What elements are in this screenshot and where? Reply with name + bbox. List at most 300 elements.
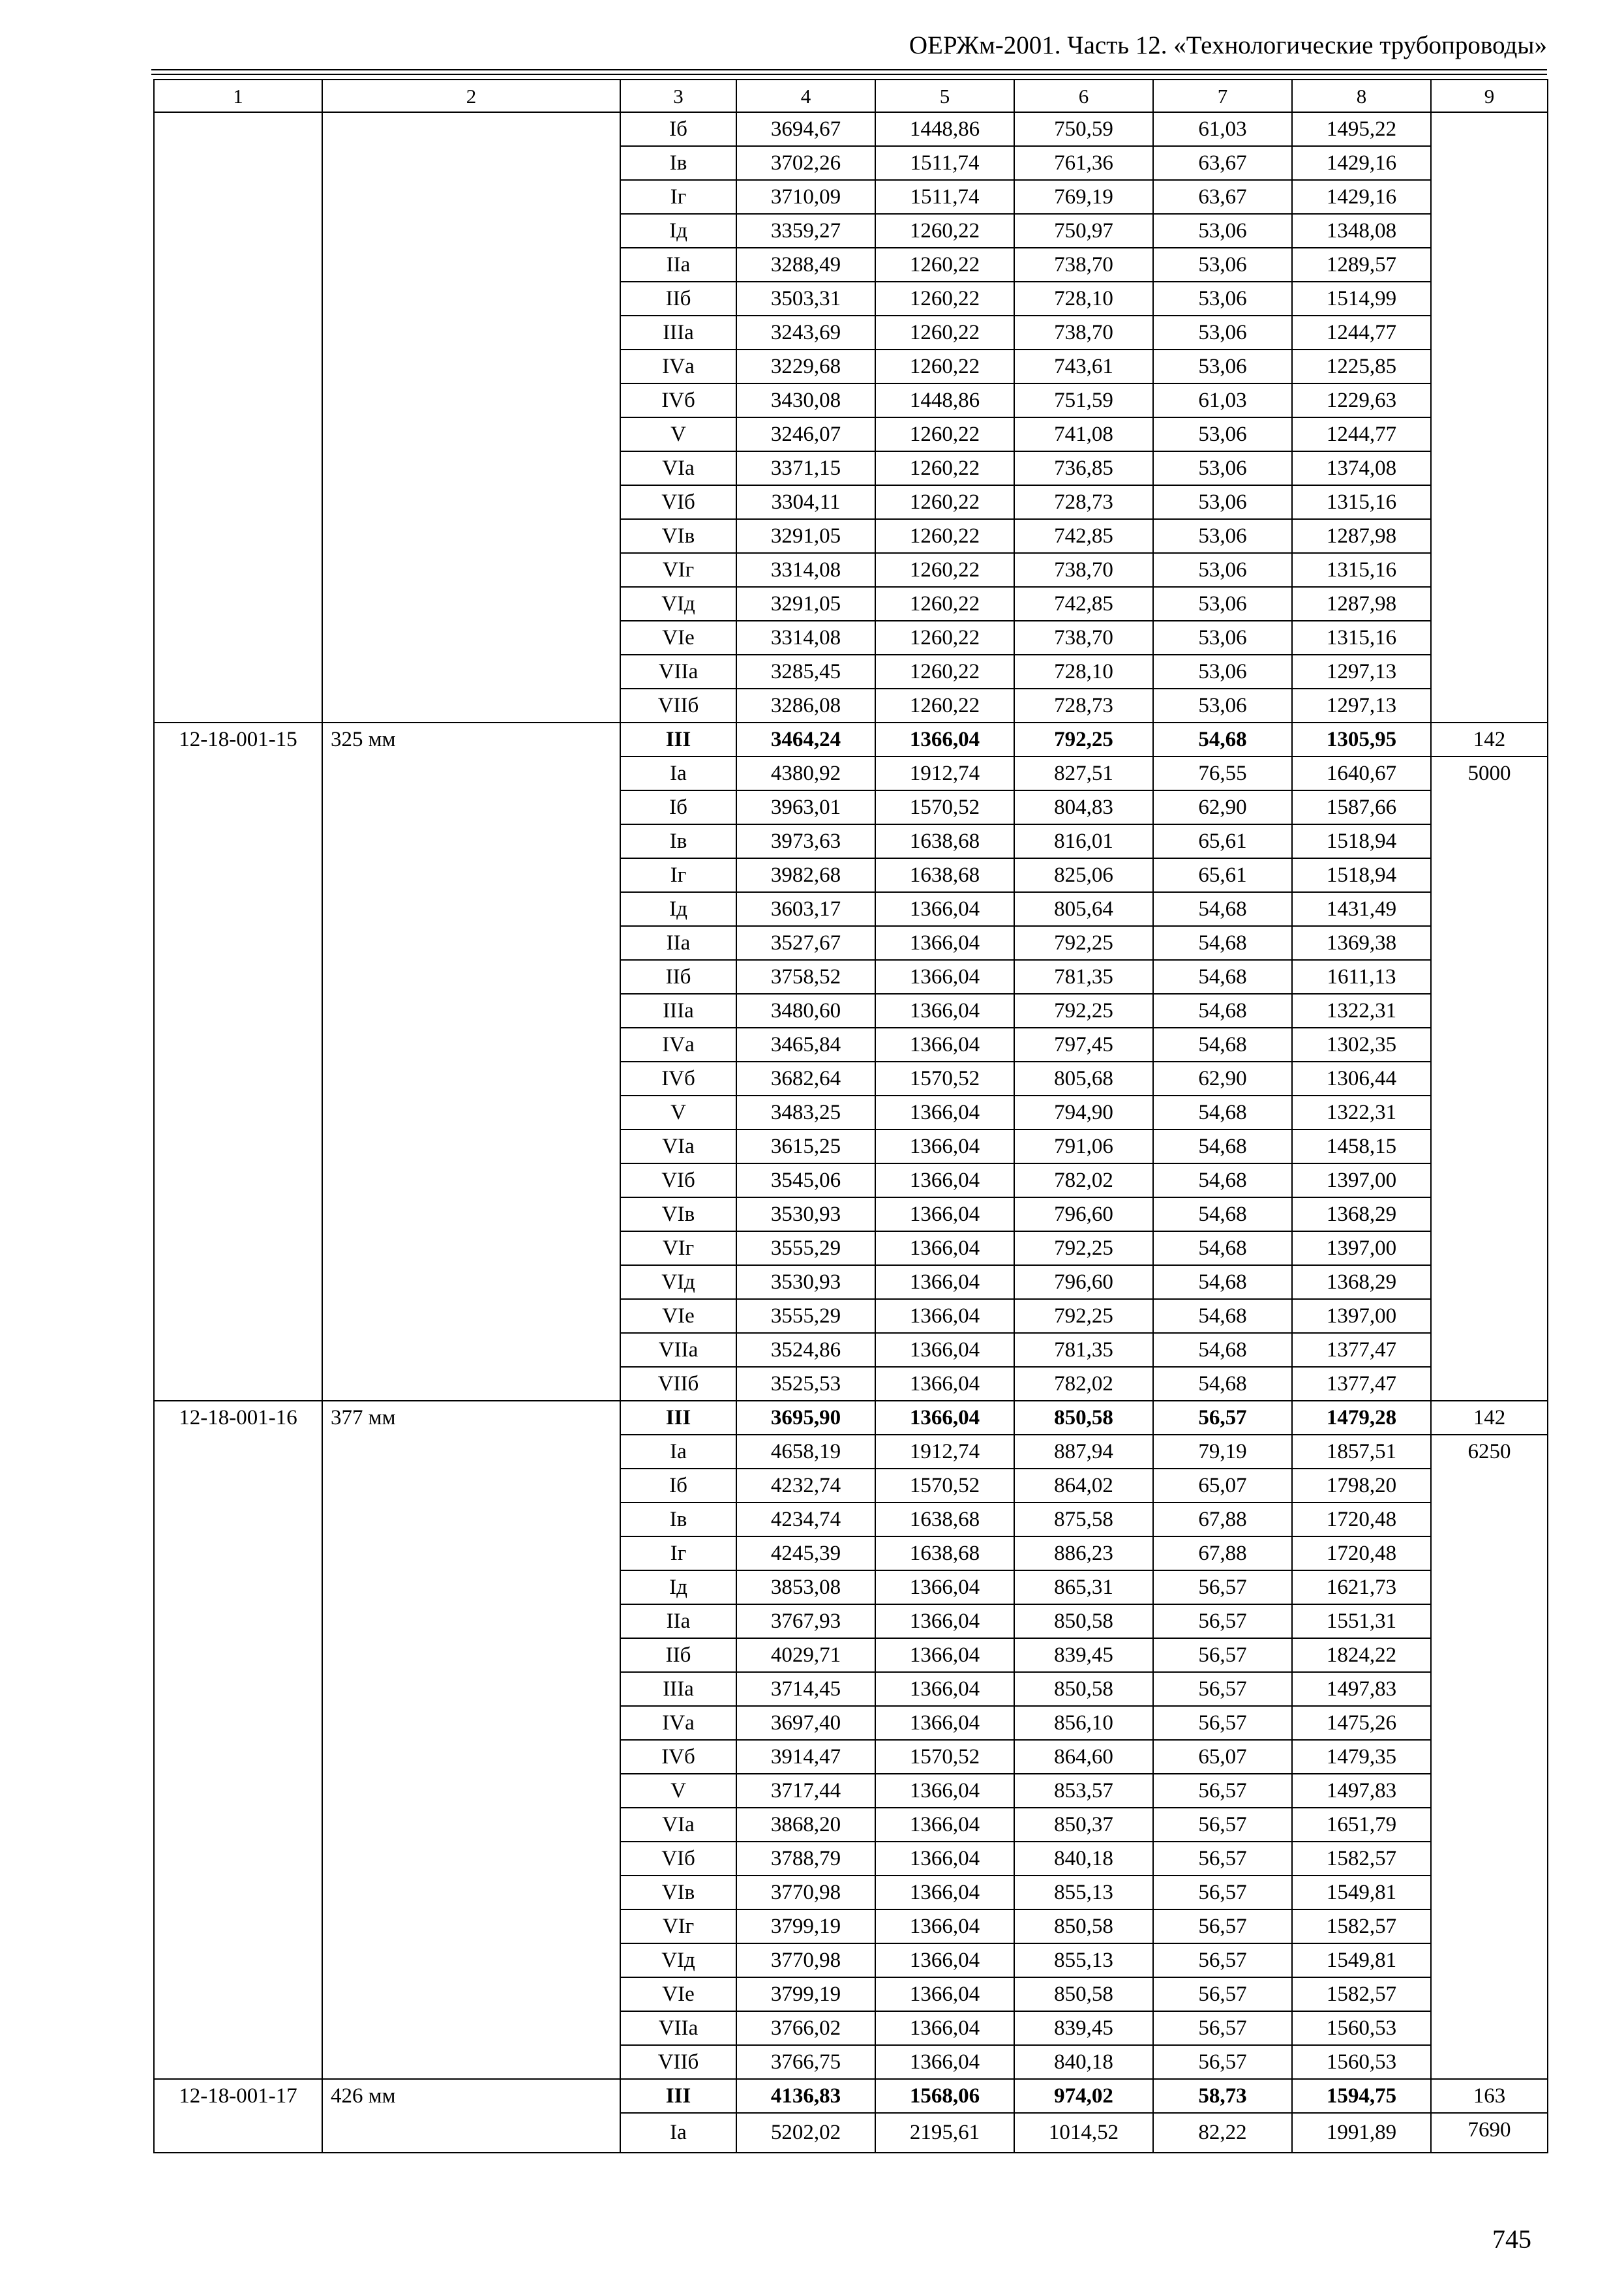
wages-cell: 1366,04 [875, 1231, 1014, 1265]
materials-cell: 1518,94 [1292, 824, 1431, 858]
wages-cell: 1260,22 [875, 519, 1014, 553]
machinist-wages-cell: 54,68 [1153, 994, 1292, 1028]
category-cell: IIа [620, 248, 736, 282]
machinist-wages-cell: 63,67 [1153, 146, 1292, 180]
wages-cell: 1366,04 [875, 1909, 1014, 1943]
machinist-wages-cell: 65,07 [1153, 1469, 1292, 1503]
machinist-wages-cell: 67,88 [1153, 1536, 1292, 1570]
machines-cell: 850,58 [1014, 1672, 1153, 1706]
category-cell: VIе [620, 621, 736, 655]
materials-cell: 1306,44 [1292, 1062, 1431, 1096]
machinist-wages-cell: 53,06 [1153, 316, 1292, 350]
machinist-wages-cell: 56,57 [1153, 1638, 1292, 1672]
total-cost-cell: 3914,47 [736, 1740, 875, 1774]
materials-cell: 1429,16 [1292, 180, 1431, 214]
machinist-wages-cell: 65,07 [1153, 1740, 1292, 1774]
materials-cell: 1429,16 [1292, 146, 1431, 180]
total-cost-cell: 3483,25 [736, 1096, 875, 1130]
machinist-wages-cell: 82,22 [1153, 2113, 1292, 2153]
total-cost-cell: 3853,08 [736, 1570, 875, 1604]
machinist-wages-cell: 54,68 [1153, 1130, 1292, 1163]
total-cost-cell: 3288,49 [736, 248, 875, 282]
code-cell: 12-18-001-17 [154, 2079, 322, 2153]
total-cost-cell: 3799,19 [736, 1909, 875, 1943]
category-cell: IIа [620, 1604, 736, 1638]
wages-cell: 1570,52 [875, 1740, 1014, 1774]
category-cell: Iб [620, 790, 736, 824]
machines-cell: 816,01 [1014, 824, 1153, 858]
wages-cell: 1366,04 [875, 1943, 1014, 1977]
machines-cell: 769,19 [1014, 180, 1153, 214]
materials-cell: 1302,35 [1292, 1028, 1431, 1062]
machines-cell: 827,51 [1014, 756, 1153, 790]
machines-cell: 974,02 [1014, 2079, 1153, 2113]
total-cost-cell: 4232,74 [736, 1469, 875, 1503]
total-cost-cell: 3286,08 [736, 689, 875, 723]
machinist-wages-cell: 61,03 [1153, 112, 1292, 146]
total-cost-cell: 4380,92 [736, 756, 875, 790]
wages-cell: 1260,22 [875, 282, 1014, 316]
wages-cell: 1366,04 [875, 2045, 1014, 2079]
column-number: 1 [154, 80, 322, 112]
wages-cell: 1366,04 [875, 1842, 1014, 1876]
total-cost-cell: 4029,71 [736, 1638, 875, 1672]
machinist-wages-cell: 53,06 [1153, 350, 1292, 383]
materials-cell: 1798,20 [1292, 1469, 1431, 1503]
column-number: 6 [1014, 80, 1153, 112]
machines-cell: 738,70 [1014, 316, 1153, 350]
total-cost-cell: 3530,93 [736, 1197, 875, 1231]
wages-cell: 1260,22 [875, 621, 1014, 655]
table-row [154, 2079, 1548, 2113]
category-cell: VIа [620, 1808, 736, 1842]
category-cell: VIг [620, 1231, 736, 1265]
machines-cell: 781,35 [1014, 960, 1153, 994]
materials-cell: 1991,89 [1292, 2113, 1431, 2153]
category-cell: VIе [620, 1977, 736, 2011]
wages-cell: 1260,22 [875, 689, 1014, 723]
page-number: 745 [1492, 2224, 1531, 2254]
code-cell [154, 112, 322, 723]
machines-cell: 761,36 [1014, 146, 1153, 180]
wages-cell: 1511,74 [875, 146, 1014, 180]
wages-cell: 1366,04 [875, 892, 1014, 926]
total-cost-cell: 4658,19 [736, 1435, 875, 1469]
machinist-wages-cell: 56,57 [1153, 2011, 1292, 2045]
materials-cell: 1518,94 [1292, 858, 1431, 892]
total-cost-cell: 3304,11 [736, 485, 875, 519]
materials-cell: 1377,47 [1292, 1367, 1431, 1401]
materials-cell: 1651,79 [1292, 1808, 1431, 1842]
materials-cell: 1374,08 [1292, 451, 1431, 485]
wages-cell: 1366,04 [875, 1570, 1014, 1604]
table-row [154, 112, 1548, 146]
category-cell: VIб [620, 1163, 736, 1197]
machinist-wages-cell: 56,57 [1153, 1977, 1292, 2011]
wages-cell: 1638,68 [875, 858, 1014, 892]
total-cost-cell: 3314,08 [736, 553, 875, 587]
machines-cell: 741,08 [1014, 417, 1153, 451]
machinist-wages-cell: 58,73 [1153, 2079, 1292, 2113]
machines-cell: 856,10 [1014, 1706, 1153, 1740]
materials-cell: 1225,85 [1292, 350, 1431, 383]
total-cost-cell: 3243,69 [736, 316, 875, 350]
machinist-wages-cell: 61,03 [1153, 383, 1292, 417]
materials-cell: 1582,57 [1292, 1842, 1431, 1876]
category-cell: IIб [620, 960, 736, 994]
wages-cell: 1448,86 [875, 383, 1014, 417]
category-cell: IIб [620, 282, 736, 316]
machines-cell: 864,02 [1014, 1469, 1153, 1503]
machines-cell: 736,85 [1014, 451, 1153, 485]
wages-cell: 1366,04 [875, 1604, 1014, 1638]
wages-cell: 1638,68 [875, 824, 1014, 858]
materials-cell: 1315,16 [1292, 553, 1431, 587]
materials-cell: 1377,47 [1292, 1333, 1431, 1367]
total-cost-cell: 3555,29 [736, 1231, 875, 1265]
category-cell: VIб [620, 1842, 736, 1876]
machines-cell: 865,31 [1014, 1570, 1153, 1604]
machinist-wages-cell: 54,68 [1153, 1265, 1292, 1299]
column-number-row [154, 80, 1548, 112]
materials-cell: 1229,63 [1292, 383, 1431, 417]
total-cost-cell: 3710,09 [736, 180, 875, 214]
materials-cell: 1368,29 [1292, 1197, 1431, 1231]
category-cell: VIд [620, 587, 736, 621]
category-cell: Iа [620, 2113, 736, 2153]
wages-cell: 1366,04 [875, 1096, 1014, 1130]
total-cost-cell: 3982,68 [736, 858, 875, 892]
category-cell: VIг [620, 553, 736, 587]
category-cell: IIб [620, 1638, 736, 1672]
total-cost-cell: 3758,52 [736, 960, 875, 994]
category-cell: Iа [620, 756, 736, 790]
total-cost-cell: 3555,29 [736, 1299, 875, 1333]
category-cell: VIе [620, 1299, 736, 1333]
total-cost-cell: 3430,08 [736, 383, 875, 417]
diameter-cell: 426 мм [322, 2079, 620, 2153]
category-cell: VIIб [620, 689, 736, 723]
machines-cell: 750,97 [1014, 214, 1153, 248]
machinist-wages-cell: 53,06 [1153, 248, 1292, 282]
total-cost-cell: 3246,07 [736, 417, 875, 451]
machinist-wages-cell: 54,68 [1153, 1367, 1292, 1401]
wages-cell: 1366,04 [875, 960, 1014, 994]
materials-cell: 1397,00 [1292, 1163, 1431, 1197]
column-number: 4 [736, 80, 875, 112]
category-cell: Iд [620, 892, 736, 926]
machines-cell: 796,60 [1014, 1265, 1153, 1299]
category-cell: IIIа [620, 316, 736, 350]
wages-cell: 1912,74 [875, 1435, 1014, 1469]
category-cell: V [620, 1096, 736, 1130]
total-cost-cell: 3545,06 [736, 1163, 875, 1197]
category-cell: VIIа [620, 1333, 736, 1367]
machinist-wages-cell: 54,68 [1153, 1231, 1292, 1265]
total-cost-cell: 3503,31 [736, 282, 875, 316]
category-cell: VIв [620, 519, 736, 553]
category-cell: IIIа [620, 994, 736, 1028]
materials-cell: 1369,38 [1292, 926, 1431, 960]
machinist-wages-cell: 56,57 [1153, 1672, 1292, 1706]
materials-cell: 1824,22 [1292, 1638, 1431, 1672]
total-cost-cell: 3285,45 [736, 655, 875, 689]
materials-cell: 1289,57 [1292, 248, 1431, 282]
weight-cell: 163 [1431, 2079, 1548, 2113]
category-cell: Iд [620, 1570, 736, 1604]
wages-cell: 1568,06 [875, 2079, 1014, 2113]
materials-cell: 1611,13 [1292, 960, 1431, 994]
materials-cell: 1348,08 [1292, 214, 1431, 248]
wages-cell: 1366,04 [875, 1163, 1014, 1197]
total-cost-cell: 3717,44 [736, 1774, 875, 1808]
col9-value-cell: 6250 [1431, 1435, 1548, 2079]
materials-cell: 1720,48 [1292, 1503, 1431, 1536]
total-cost-cell: 3973,63 [736, 824, 875, 858]
machines-cell: 850,58 [1014, 1977, 1153, 2011]
machines-cell: 805,64 [1014, 892, 1153, 926]
wages-cell: 1366,04 [875, 1638, 1014, 1672]
total-cost-cell: 3788,79 [736, 1842, 875, 1876]
code-cell: 12-18-001-15 [154, 723, 322, 1401]
materials-cell: 1514,99 [1292, 282, 1431, 316]
total-cost-cell: 3480,60 [736, 994, 875, 1028]
machines-cell: 792,25 [1014, 1299, 1153, 1333]
machinist-wages-cell: 54,68 [1153, 1333, 1292, 1367]
materials-cell: 1315,16 [1292, 621, 1431, 655]
machines-cell: 850,58 [1014, 1909, 1153, 1943]
machines-cell: 728,73 [1014, 689, 1153, 723]
materials-cell: 1497,83 [1292, 1774, 1431, 1808]
column-number: 7 [1153, 80, 1292, 112]
machines-cell: 850,58 [1014, 1401, 1153, 1435]
materials-cell: 1720,48 [1292, 1536, 1431, 1570]
wages-cell: 1260,22 [875, 350, 1014, 383]
category-cell: VIд [620, 1265, 736, 1299]
machinist-wages-cell: 53,06 [1153, 417, 1292, 451]
total-cost-cell: 3527,67 [736, 926, 875, 960]
column-number: 5 [875, 80, 1014, 112]
materials-cell: 1244,77 [1292, 316, 1431, 350]
materials-cell: 1495,22 [1292, 112, 1431, 146]
wages-cell: 1511,74 [875, 180, 1014, 214]
column-number: 3 [620, 80, 736, 112]
category-cell: VIв [620, 1197, 736, 1231]
machines-cell: 728,73 [1014, 485, 1153, 519]
machines-cell: 840,18 [1014, 2045, 1153, 2079]
total-cost-cell: 3770,98 [736, 1943, 875, 1977]
machinist-wages-cell: 56,57 [1153, 1604, 1292, 1638]
wages-cell: 1366,04 [875, 1401, 1014, 1435]
machines-cell: 782,02 [1014, 1367, 1153, 1401]
category-cell: IVа [620, 1028, 736, 1062]
machines-cell: 728,10 [1014, 655, 1153, 689]
machinist-wages-cell: 54,68 [1153, 960, 1292, 994]
machines-cell: 742,85 [1014, 519, 1153, 553]
machinist-wages-cell: 53,06 [1153, 689, 1292, 723]
machines-cell: 875,58 [1014, 1503, 1153, 1536]
wages-cell: 1366,04 [875, 1774, 1014, 1808]
machines-cell: 805,68 [1014, 1062, 1153, 1096]
machines-cell: 738,70 [1014, 621, 1153, 655]
machinist-wages-cell: 56,57 [1153, 1401, 1292, 1435]
wages-cell: 1366,04 [875, 1299, 1014, 1333]
wages-cell: 1366,04 [875, 1265, 1014, 1299]
category-cell: VIв [620, 1876, 736, 1909]
category-cell: VIа [620, 451, 736, 485]
materials-cell: 1287,98 [1292, 519, 1431, 553]
category-cell: VIIб [620, 1367, 736, 1401]
total-cost-cell: 3525,53 [736, 1367, 875, 1401]
materials-cell: 1549,81 [1292, 1943, 1431, 1977]
machinist-wages-cell: 54,68 [1153, 926, 1292, 960]
wages-cell: 1366,04 [875, 1367, 1014, 1401]
machinist-wages-cell: 53,06 [1153, 553, 1292, 587]
materials-cell: 1551,31 [1292, 1604, 1431, 1638]
total-cost-cell: 3702,26 [736, 146, 875, 180]
machines-cell: 738,70 [1014, 553, 1153, 587]
materials-cell: 1244,77 [1292, 417, 1431, 451]
machinist-wages-cell: 53,06 [1153, 214, 1292, 248]
machines-cell: 782,02 [1014, 1163, 1153, 1197]
machinist-wages-cell: 56,57 [1153, 1876, 1292, 1909]
machines-cell: 794,90 [1014, 1096, 1153, 1130]
machinist-wages-cell: 62,90 [1153, 790, 1292, 824]
total-cost-cell: 3767,93 [736, 1604, 875, 1638]
category-cell: V [620, 1774, 736, 1808]
machinist-wages-cell: 56,57 [1153, 1570, 1292, 1604]
materials-cell: 1315,16 [1292, 485, 1431, 519]
machinist-wages-cell: 53,06 [1153, 485, 1292, 519]
machinist-wages-cell: 62,90 [1153, 1062, 1292, 1096]
category-cell: Iб [620, 1469, 736, 1503]
machines-cell: 792,25 [1014, 994, 1153, 1028]
materials-cell: 1857,51 [1292, 1435, 1431, 1469]
machines-cell: 751,59 [1014, 383, 1153, 417]
total-cost-cell: 3530,93 [736, 1265, 875, 1299]
total-cost-cell: 3371,15 [736, 451, 875, 485]
category-cell: IVб [620, 1740, 736, 1774]
wages-cell: 1570,52 [875, 790, 1014, 824]
machinist-wages-cell: 53,06 [1153, 655, 1292, 689]
wages-cell: 1638,68 [875, 1503, 1014, 1536]
category-cell: VIд [620, 1943, 736, 1977]
machines-cell: 839,45 [1014, 1638, 1153, 1672]
diameter-cell: 325 мм [322, 723, 620, 1401]
materials-cell: 1297,13 [1292, 689, 1431, 723]
category-cell: VIIб [620, 2045, 736, 2079]
materials-cell: 1431,49 [1292, 892, 1431, 926]
table-body [154, 80, 1548, 2153]
wages-cell: 1366,04 [875, 1808, 1014, 1842]
price-table [153, 79, 1548, 2153]
wages-cell: 1570,52 [875, 1469, 1014, 1503]
materials-cell: 1305,95 [1292, 723, 1431, 756]
total-cost-cell: 3229,68 [736, 350, 875, 383]
machines-cell: 887,94 [1014, 1435, 1153, 1469]
category-cell: IVб [620, 383, 736, 417]
col9-value-cell: 5000 [1431, 756, 1548, 1401]
machines-cell: 792,25 [1014, 926, 1153, 960]
machinist-wages-cell: 56,57 [1153, 1706, 1292, 1740]
machines-cell: 792,25 [1014, 723, 1153, 756]
materials-cell: 1549,81 [1292, 1876, 1431, 1909]
machines-cell: 750,59 [1014, 112, 1153, 146]
wages-cell: 1366,04 [875, 2011, 1014, 2045]
machinist-wages-cell: 53,06 [1153, 451, 1292, 485]
total-cost-cell: 3464,24 [736, 723, 875, 756]
machines-cell: 839,45 [1014, 2011, 1153, 2045]
total-cost-cell: 4234,74 [736, 1503, 875, 1536]
machinist-wages-cell: 53,06 [1153, 282, 1292, 316]
wages-cell: 1260,22 [875, 553, 1014, 587]
machinist-wages-cell: 65,61 [1153, 858, 1292, 892]
wages-cell: 1260,22 [875, 214, 1014, 248]
materials-cell: 1287,98 [1292, 587, 1431, 621]
machinist-wages-cell: 56,57 [1153, 1909, 1292, 1943]
wages-cell: 1260,22 [875, 655, 1014, 689]
machinist-wages-cell: 65,61 [1153, 824, 1292, 858]
page-header: ОЕРЖм-2001. Часть 12. «Технологические трубопроводы» [909, 31, 1547, 59]
machines-cell: 738,70 [1014, 248, 1153, 282]
total-cost-cell: 5202,02 [736, 2113, 875, 2153]
total-cost-cell: 3868,20 [736, 1808, 875, 1842]
machinist-wages-cell: 54,68 [1153, 1096, 1292, 1130]
table-row [154, 1401, 1548, 1435]
materials-cell: 1587,66 [1292, 790, 1431, 824]
machinist-wages-cell: 56,57 [1153, 1774, 1292, 1808]
category-cell: Iг [620, 1536, 736, 1570]
wages-cell: 1366,04 [875, 1672, 1014, 1706]
total-cost-cell: 3799,19 [736, 1977, 875, 2011]
total-cost-cell: 3359,27 [736, 214, 875, 248]
column-number: 2 [322, 80, 620, 112]
total-cost-cell: 3963,01 [736, 790, 875, 824]
materials-cell: 1479,35 [1292, 1740, 1431, 1774]
machines-cell: 850,37 [1014, 1808, 1153, 1842]
category-cell: Iг [620, 180, 736, 214]
machines-cell: 850,58 [1014, 1604, 1153, 1638]
machines-cell: 728,10 [1014, 282, 1153, 316]
machinist-wages-cell: 54,68 [1153, 1197, 1292, 1231]
weight-cell: 142 [1431, 1401, 1548, 1435]
wages-cell: 1366,04 [875, 1028, 1014, 1062]
wages-cell: 1260,22 [875, 485, 1014, 519]
machines-cell: 804,83 [1014, 790, 1153, 824]
materials-cell: 1458,15 [1292, 1130, 1431, 1163]
machinist-wages-cell: 56,57 [1153, 1808, 1292, 1842]
total-cost-cell: 3314,08 [736, 621, 875, 655]
wages-cell: 1366,04 [875, 1706, 1014, 1740]
wages-cell: 1638,68 [875, 1536, 1014, 1570]
machines-cell: 792,25 [1014, 1231, 1153, 1265]
machinist-wages-cell: 53,06 [1153, 587, 1292, 621]
wages-cell: 1570,52 [875, 1062, 1014, 1096]
wages-cell: 1366,04 [875, 723, 1014, 756]
category-cell: III [620, 1401, 736, 1435]
machinist-wages-cell: 53,06 [1153, 519, 1292, 553]
column-number: 9 [1431, 80, 1548, 112]
machines-cell: 825,06 [1014, 858, 1153, 892]
wages-cell: 1366,04 [875, 1130, 1014, 1163]
total-cost-cell: 3766,02 [736, 2011, 875, 2045]
total-cost-cell: 3524,86 [736, 1333, 875, 1367]
machines-cell: 855,13 [1014, 1943, 1153, 1977]
materials-cell: 1397,00 [1292, 1231, 1431, 1265]
total-cost-cell: 3603,17 [736, 892, 875, 926]
category-cell: III [620, 2079, 736, 2113]
wages-cell: 1366,04 [875, 994, 1014, 1028]
